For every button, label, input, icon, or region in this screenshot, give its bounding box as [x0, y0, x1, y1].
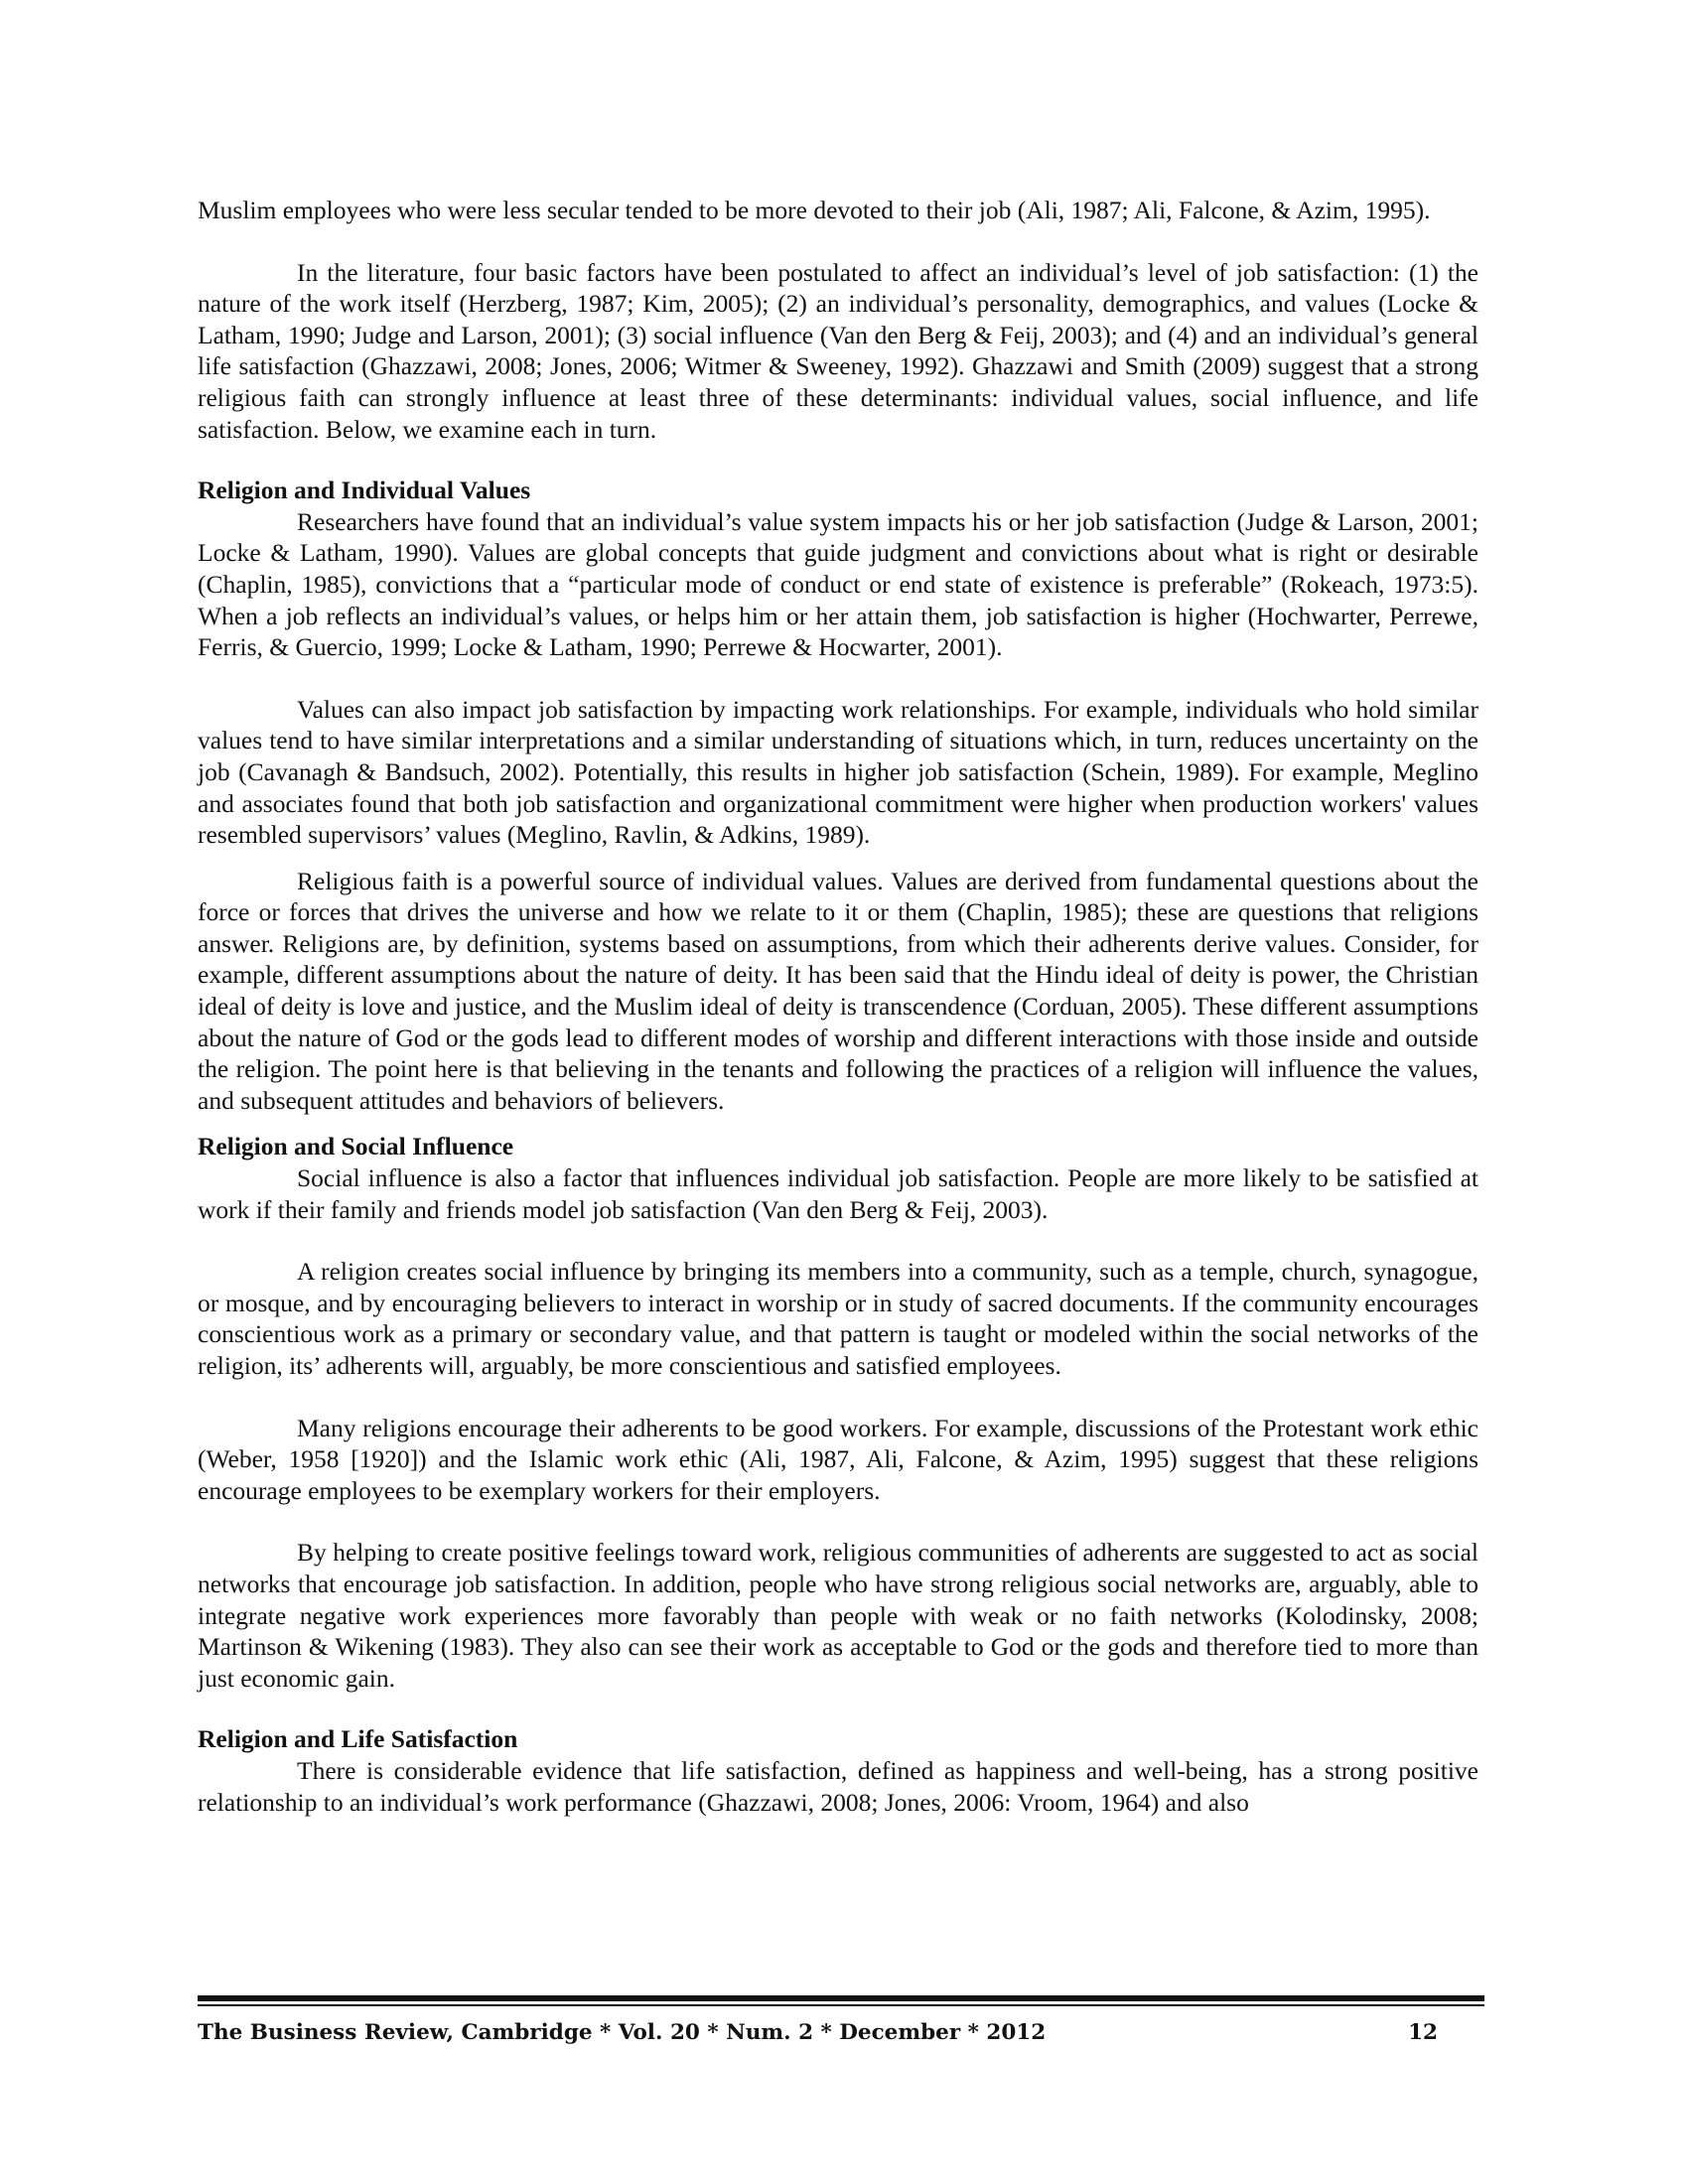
paragraph: There is considerable evidence that life satisfaction, defined as happiness and well-being, has a strong positive relationship to an individual’s work performance (Ghazzawi, 2008; Jones, 2006: Vroom, 1964) and also — [198, 1755, 1478, 1817]
paragraph: Values can also impact job satisfaction by impacting work relationships. For example, individuals who hold similar values tend to have similar interpretations and a similar understanding of situations which, in turn, reduces uncertainty on the job (Cavanagh & Bandsuch, 2002). Potentially, this results in higher job satisfaction (Schein, 1989). For example, Meglino and associates found that both job satisfaction and organizational commitment were higher when production workers' values resembled supervisors’ values (Meglino, Ravlin, & Adkins, 1989). — [198, 694, 1478, 850]
paragraph: In the literature, four basic factors have been postulated to affect an individual’s level of job satisfaction: (1) the nature of the work itself (Herzberg, 1987; Kim, 2005); (2) an individual’s personality, demographics, and values (Locke & Latham, 1990; Judge and Larson, 2001); (3) social influence (Van den Berg & Feij, 2003); and (4) and an individual’s general life satisfaction (Ghazzawi, 2008; Jones, 2006; Witmer & Sweeney, 1992). Ghazzawi and Smith (2009) suggest that a strong religious faith can strongly influence at least three of these determinants: individual values, social influence, and life satisfaction. Below, we examine each in turn. — [198, 257, 1478, 444]
page-number: 12 — [1408, 2020, 1438, 2045]
section-heading: Religion and Individual Values — [198, 476, 531, 505]
paragraph: Religious faith is a powerful source of individual values. Values are derived from fundamental questions about the force or forces that drives the universe and how we relate to it or them (Chaplin, 1985); these are questions that religions answer. Religions are, by definition, systems based on assumptions, from which their adherents derive values. Consider, for example, different assumptions about the nature of deity. It has been said that the Hindu ideal of deity is power, the Christian ideal of deity is love and justice, and the Muslim ideal of deity is transcendence (Corduan, 2005). These different assumptions about the nature of God or the gods lead to different modes of worship and different interactions with those inside and outside the religion. The point here is that believing in the tenants and following the practices of a religion will influence the values, and subsequent attitudes and behaviors of believers. — [198, 866, 1478, 1115]
article-body — [198, 195, 1478, 1818]
page-footer — [198, 1995, 1484, 2045]
paragraph: A religion creates social influence by bringing its members into a community, such as a temple, church, synagogue, or mosque, and by encouraging believers to interact in worship or in study of sacred documents. If the community encourages conscientious work as a primary or secondary value, and that pattern is taught or modeled within the social networks of the religion, its’ adherents will, arguably, be more conscientious and satisfied employees. — [198, 1257, 1478, 1380]
footer-rule-thick — [198, 1995, 1484, 2001]
section-heading: Religion and Social Influence — [198, 1132, 514, 1161]
journal-citation: The Business Review, Cambridge * Vol. 20 * Num. 2 * December * 2012 — [198, 2020, 1047, 2045]
paragraph: Social influence is also a factor that influences individual job satisfaction. People are more likely to be satisfied at work if their family and friends model job satisfaction (Van den Berg & Feij, 2003). — [198, 1163, 1478, 1224]
footer-rule-thin — [198, 2004, 1484, 2006]
paragraph: By helping to create positive feelings toward work, religious communities of adherents are suggested to act as social networks that encourage job satisfaction. In addition, people who have strong religious social networks are, arguably, able to integrate negative work experiences more favorably than people with weak or no faith networks (Kolodinsky, 2008; Martinson & Wikening (1983). They also can see their work as acceptable to God or the gods and therefore tied to more than just economic gain. — [198, 1538, 1478, 1693]
section-heading: Religion and Life Satisfaction — [198, 1724, 518, 1754]
paragraph: Muslim employees who were less secular tended to be more devoted to their job (Ali, 1987; Ali, Falcone, & Azim, 1995). — [198, 196, 1431, 224]
paragraph: Many religions encourage their adherents to be good workers. For example, discussions of the Protestant work ethic (Weber, 1958 [1920]) and the Islamic work ethic (Ali, 1987, Ali, Falcone, & Azim, 1995) suggest that these religions encourage employees to be exemplary workers for their employers. — [198, 1413, 1478, 1505]
footer-text — [198, 2020, 1484, 2045]
paragraph: Researchers have found that an individual’s value system impacts his or her job satisfaction (Judge & Larson, 2001; Locke & Latham, 1990). Values are global concepts that guide judgment and convictions about what is right or desirable (Chaplin, 1985), convictions that a “particular mode of conduct or end state of existence is preferable” (Rokeach, 1973:5). When a job reflects an individual’s values, or helps him or her attain them, job satisfaction is higher (Hochwarter, Perrewe, Ferris, & Guercio, 1999; Locke & Latham, 1990; Perrewe & Hocwarter, 2001). — [198, 506, 1478, 662]
